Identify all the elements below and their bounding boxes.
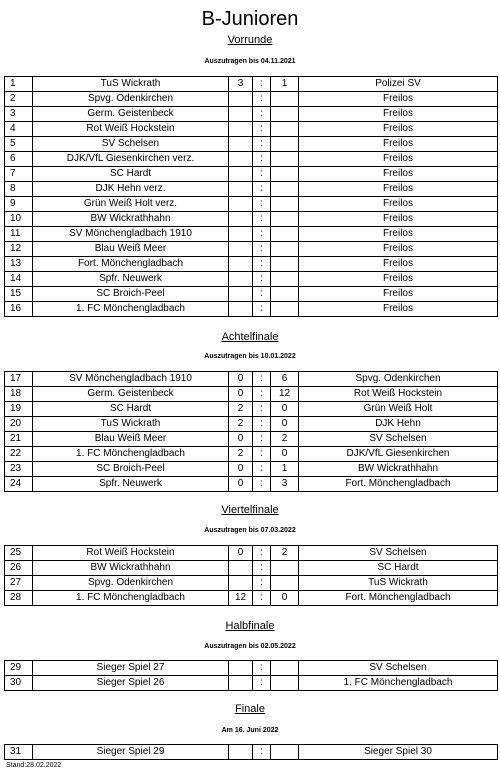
home-score: 2 [229,447,253,462]
score-separator: : [253,137,271,152]
away-score: 6 [271,372,299,387]
home-score: 0 [229,462,253,477]
home-score [229,197,253,212]
table-row [5,462,498,477]
away-score [271,227,299,242]
home-team: Germ. Geistenbeck [33,387,229,402]
away-team: Freilos [299,242,498,257]
match-number: 20 [5,417,33,432]
table-row [5,212,498,227]
table-row [5,77,498,92]
match-number: 1 [5,77,33,92]
table-row [5,302,498,317]
away-score [271,272,299,287]
score-separator: : [253,227,271,242]
round-deadline-finale: Am 16. Juni 2022 [221,727,279,734]
score-separator: : [253,152,271,167]
score-separator: : [253,402,271,417]
home-team: Spfr. Neuwerk [33,272,229,287]
away-team: Freilos [299,272,498,287]
away-score: 12 [271,387,299,402]
away-score: 0 [271,417,299,432]
match-table-vorrunde [4,76,498,317]
home-team: TuS Wickrath [33,77,229,92]
home-team: Rot Weiß Hockstein [33,122,229,137]
round-deadline-achtelfinale: Auszutragen bis 10.01.2022 [204,353,296,360]
home-score: 0 [229,387,253,402]
home-score [229,167,253,182]
score-separator: : [253,212,271,227]
away-team: SV Schelsen [299,661,498,676]
match-table-finale [4,744,498,760]
table-row [5,432,498,447]
away-team: Freilos [299,182,498,197]
score-separator: : [253,272,271,287]
match-number: 10 [5,212,33,227]
away-team: Freilos [299,92,498,107]
home-team: Rot Weiß Hockstein [33,546,229,561]
home-team: 1. FC Mönchengladbach [33,447,229,462]
away-score [271,242,299,257]
away-team: 1. FC Mönchengladbach [299,676,498,691]
away-team: TuS Wickrath [299,576,498,591]
away-score: 0 [271,402,299,417]
table-row [5,197,498,212]
home-team: Blau Weiß Meer [33,432,229,447]
match-number: 24 [5,477,33,492]
away-team: SV Schelsen [299,432,498,447]
away-score [271,302,299,317]
home-team: Fort. Mönchengladbach [33,257,229,272]
match-number: 13 [5,257,33,272]
table-row [5,227,498,242]
away-score: 2 [271,546,299,561]
match-number: 11 [5,227,33,242]
table-row [5,402,498,417]
score-separator: : [253,576,271,591]
away-team: Freilos [299,227,498,242]
away-team: Freilos [299,167,498,182]
home-team: TuS Wickrath [33,417,229,432]
home-score [229,576,253,591]
match-number: 26 [5,561,33,576]
score-separator: : [253,462,271,477]
home-team: Germ. Geistenbeck [33,107,229,122]
table-row [5,477,498,492]
table-row [5,287,498,302]
score-separator: : [253,122,271,137]
table-row [5,417,498,432]
match-number: 30 [5,676,33,691]
home-team: BW Wickrathhahn [33,561,229,576]
home-score: 3 [229,77,253,92]
table-row [5,122,498,137]
home-team: Sieger Spiel 29 [33,745,229,760]
home-score: 2 [229,417,253,432]
score-separator: : [253,432,271,447]
home-team: SV Schelsen [33,137,229,152]
home-team: Spvg. Odenkirchen [33,92,229,107]
match-number: 23 [5,462,33,477]
round-deadline-halbfinale: Auszutragen bis 02.05.2022 [204,643,296,650]
score-separator: : [253,287,271,302]
match-number: 6 [5,152,33,167]
match-number: 12 [5,242,33,257]
score-separator: : [253,546,271,561]
match-number: 17 [5,372,33,387]
home-score [229,257,253,272]
score-separator: : [253,257,271,272]
away-team: Freilos [299,122,498,137]
away-score: 0 [271,447,299,462]
away-score [271,676,299,691]
match-number: 18 [5,387,33,402]
away-team: DJK Hehn [299,417,498,432]
score-separator: : [253,107,271,122]
home-team: SC Hardt [33,402,229,417]
away-score: 2 [271,432,299,447]
away-team: Freilos [299,302,498,317]
table-row [5,242,498,257]
away-score: 0 [271,591,299,606]
home-team: Blau Weiß Meer [33,242,229,257]
away-team: Spvg. Odenkirchen [299,372,498,387]
table-row [5,561,498,576]
table-row [5,546,498,561]
table-row [5,661,498,676]
home-team: 1. FC Mönchengladbach [33,302,229,317]
away-team: SC Hardt [299,561,498,576]
match-table-viertelfinale [4,545,498,606]
score-separator: : [253,477,271,492]
home-team: Sieger Spiel 27 [33,661,229,676]
home-score: 0 [229,432,253,447]
match-number: 16 [5,302,33,317]
home-score [229,122,253,137]
away-team: Freilos [299,137,498,152]
score-separator: : [253,447,271,462]
match-number: 28 [5,591,33,606]
table-row [5,745,498,760]
home-score [229,107,253,122]
home-team: DJK/VfL Giesenkirchen verz. [33,152,229,167]
away-score [271,561,299,576]
away-team: Freilos [299,212,498,227]
home-score: 12 [229,591,253,606]
home-team: BW Wickrathhahn [33,212,229,227]
home-score [229,137,253,152]
table-row [5,676,498,691]
score-separator: : [253,661,271,676]
match-number: 2 [5,92,33,107]
away-team: Freilos [299,152,498,167]
match-number: 7 [5,167,33,182]
score-separator: : [253,417,271,432]
table-row [5,137,498,152]
away-team: SV Schelsen [299,546,498,561]
round-title-finale: Finale [235,703,265,715]
table-row [5,272,498,287]
home-team: Sieger Spiel 26 [33,676,229,691]
score-separator: : [253,745,271,760]
table-row [5,107,498,122]
score-separator: : [253,167,271,182]
home-score: 2 [229,402,253,417]
round-title-achtelfinale: Achtelfinale [221,331,279,343]
score-separator: : [253,676,271,691]
table-row [5,576,498,591]
match-number: 3 [5,107,33,122]
round-title-viertelfinale: Viertelfinale [221,504,279,516]
away-team: Rot Weiß Hockstein [299,387,498,402]
home-team: 1. FC Mönchengladbach [33,591,229,606]
home-score [229,676,253,691]
score-separator: : [253,591,271,606]
away-team: Sieger Spiel 30 [299,745,498,760]
match-table-halbfinale [4,660,498,691]
score-separator: : [253,561,271,576]
away-score [271,152,299,167]
away-score: 1 [271,462,299,477]
home-score: 0 [229,477,253,492]
away-score [271,576,299,591]
round-deadline-vorrunde: Auszutragen bis 04.11.2021 [204,58,296,65]
away-score [271,745,299,760]
round-title-vorrunde: Vorrunde [227,34,273,46]
home-team: Grün Weiß Holt verz. [33,197,229,212]
score-separator: : [253,197,271,212]
home-score [229,152,253,167]
home-team: SV Mönchengladbach 1910 [33,227,229,242]
score-separator: : [253,92,271,107]
away-score [271,197,299,212]
match-number: 5 [5,137,33,152]
score-separator: : [253,77,271,92]
home-score: 0 [229,372,253,387]
score-separator: : [253,242,271,257]
home-score [229,272,253,287]
score-separator: : [253,372,271,387]
table-row [5,387,498,402]
home-score [229,242,253,257]
away-team: Freilos [299,107,498,122]
home-team: SC Broich-Peel [33,287,229,302]
match-number: 9 [5,197,33,212]
away-score [271,212,299,227]
away-score [271,287,299,302]
away-score [271,167,299,182]
away-team: BW Wickrathhahn [299,462,498,477]
table-row [5,92,498,107]
match-number: 31 [5,745,33,760]
round-deadline-viertelfinale: Auszutragen bis 07.03.2022 [204,527,296,534]
home-score [229,227,253,242]
away-team: Polizei SV [299,77,498,92]
match-table-achtelfinale [4,371,498,492]
home-team: SV Mönchengladbach 1910 [33,372,229,387]
match-number: 15 [5,287,33,302]
home-team: Spvg. Odenkirchen [33,576,229,591]
match-number: 22 [5,447,33,462]
away-score [271,257,299,272]
table-row [5,152,498,167]
match-number: 14 [5,272,33,287]
away-score [271,92,299,107]
match-number: 21 [5,432,33,447]
score-separator: : [253,387,271,402]
home-score [229,287,253,302]
match-number: 8 [5,182,33,197]
table-row [5,372,498,387]
home-team: Spfr. Neuwerk [33,477,229,492]
page-title: B-Junioren [201,8,299,30]
home-score [229,92,253,107]
away-team: Fort. Mönchengladbach [299,477,498,492]
table-row [5,591,498,606]
home-score [229,182,253,197]
away-team: Fort. Mönchengladbach [299,591,498,606]
home-score [229,302,253,317]
home-team: SC Broich-Peel [33,462,229,477]
home-score [229,561,253,576]
away-team: DJK/VfL Giesenkirchen [299,447,498,462]
match-number: 29 [5,661,33,676]
away-team: Grün Weiß Holt [299,402,498,417]
home-team: SC Hardt [33,167,229,182]
away-score [271,107,299,122]
round-title-halbfinale: Halbfinale [225,620,275,632]
match-number: 4 [5,122,33,137]
away-score [271,661,299,676]
home-score [229,745,253,760]
away-team: Freilos [299,257,498,272]
match-number: 25 [5,546,33,561]
away-score: 1 [271,77,299,92]
home-score: 0 [229,546,253,561]
table-row [5,167,498,182]
away-score: 3 [271,477,299,492]
away-team: Freilos [299,197,498,212]
home-score [229,661,253,676]
table-row [5,447,498,462]
home-score [229,212,253,227]
stand-date: Stand:28.02.2022 [6,762,62,769]
home-team: DJK Hehn verz. [33,182,229,197]
match-number: 27 [5,576,33,591]
score-separator: : [253,302,271,317]
score-separator: : [253,182,271,197]
match-number: 19 [5,402,33,417]
away-team: Freilos [299,287,498,302]
table-row [5,182,498,197]
table-row [5,257,498,272]
away-score [271,122,299,137]
away-score [271,137,299,152]
away-score [271,182,299,197]
